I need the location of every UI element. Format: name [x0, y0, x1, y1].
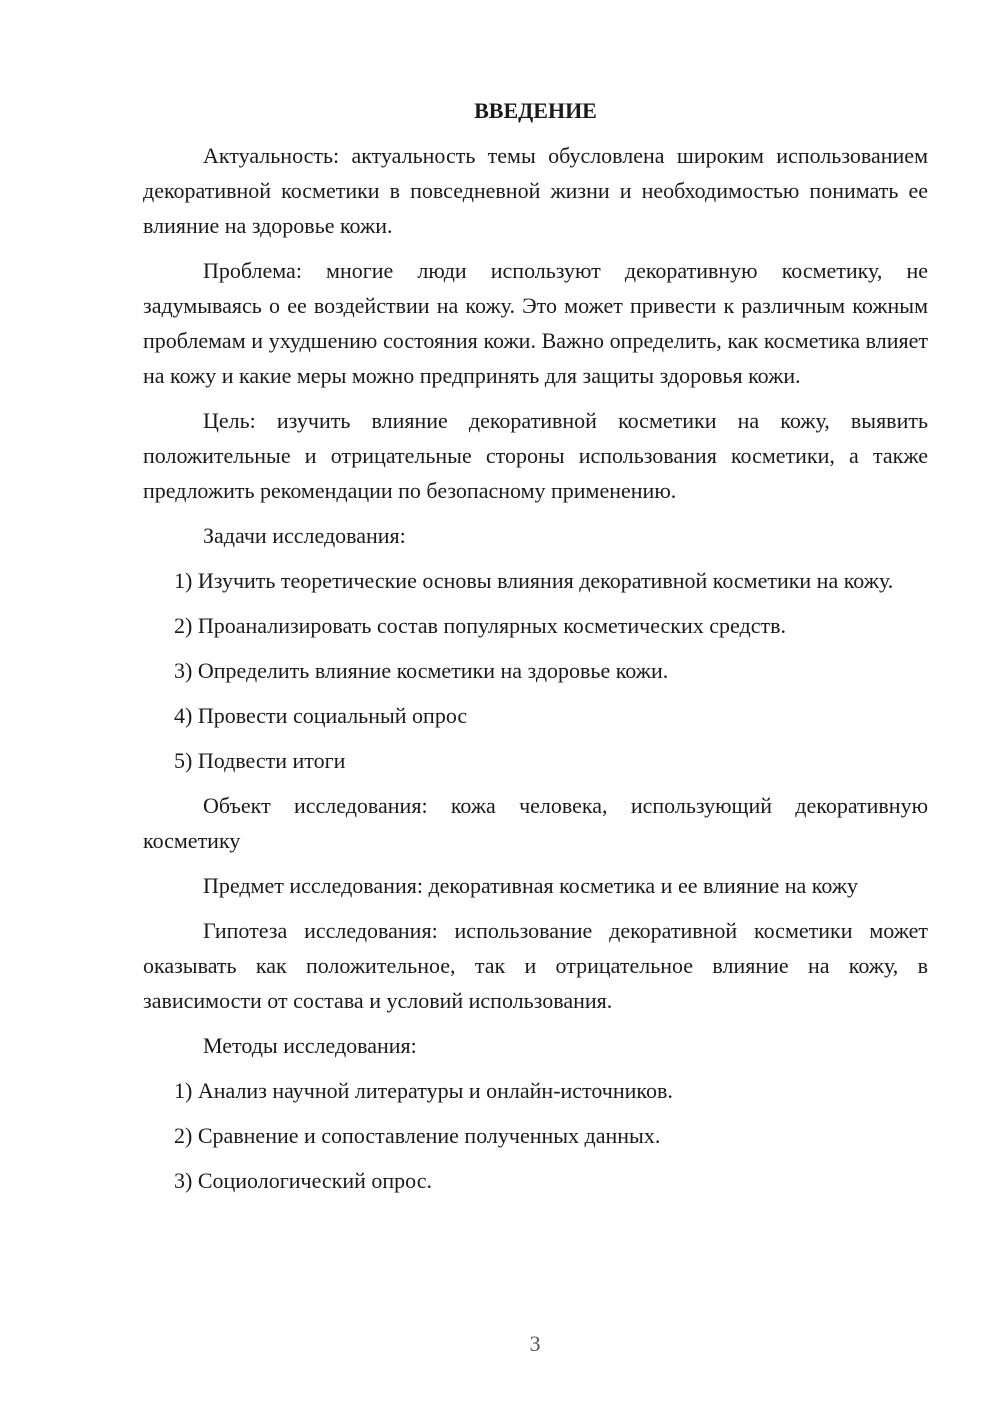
paragraph-methods-heading: Методы исследования:: [203, 1033, 417, 1058]
paragraph-relevance: Актуальность: актуальность темы обусловлена широким использованием декоративной косметики в повседневной жизни и необходимостью понимать ее влияние на здоровье кожи.: [143, 143, 928, 238]
task-item: 3) Определить влияние косметики на здоровье кожи.: [174, 658, 669, 683]
paragraph-hypothesis: Гипотеза исследования: использование декоративной косметики может оказывать как положительное, так и отрицательное влияние на кожу, в зависимости от состава и условий использования.: [143, 918, 928, 1013]
method-item: 3) Социологический опрос.: [174, 1168, 432, 1193]
paragraph-problem: Проблема: многие люди используют декоративную косметику, не задумываясь о ее воздействии на кожу. Это может привести к различным кожным проблемам и ухудшению состояния кожи. Важно определить, как косметика влияет на кожу и какие меры можно предпринять для защиты здоровья кожи.: [143, 258, 928, 388]
paragraph-object: Объект исследования: кожа человека, использующий декоративную косметику: [143, 793, 928, 853]
page-content: [143, 93, 928, 1208]
task-item: 1) Изучить теоретические основы влияния декоративной косметики на кожу.: [174, 568, 894, 593]
task-item: 2) Проанализировать состав популярных косметических средств.: [174, 613, 786, 638]
method-item: 2) Сравнение и сопоставление полученных данных.: [174, 1123, 661, 1148]
task-item: 5) Подвести итоги: [174, 748, 346, 773]
page-number: 3: [529, 1331, 541, 1356]
task-item: 4) Провести социальный опрос: [174, 703, 468, 728]
paragraph-subject: Предмет исследования: декоративная косметика и ее влияние на кожу: [203, 873, 859, 898]
method-item: 1) Анализ научной литературы и онлайн-источников.: [174, 1078, 673, 1103]
paragraph-goal: Цель: изучить влияние декоративной косметики на кожу, выявить положительные и отрицательные стороны использования косметики, а также предложить рекомендации по безопасному применению.: [143, 408, 928, 503]
paragraph-tasks-heading: Задачи исследования:: [203, 523, 406, 548]
section-title: ВВЕДЕНИЕ: [474, 98, 597, 123]
